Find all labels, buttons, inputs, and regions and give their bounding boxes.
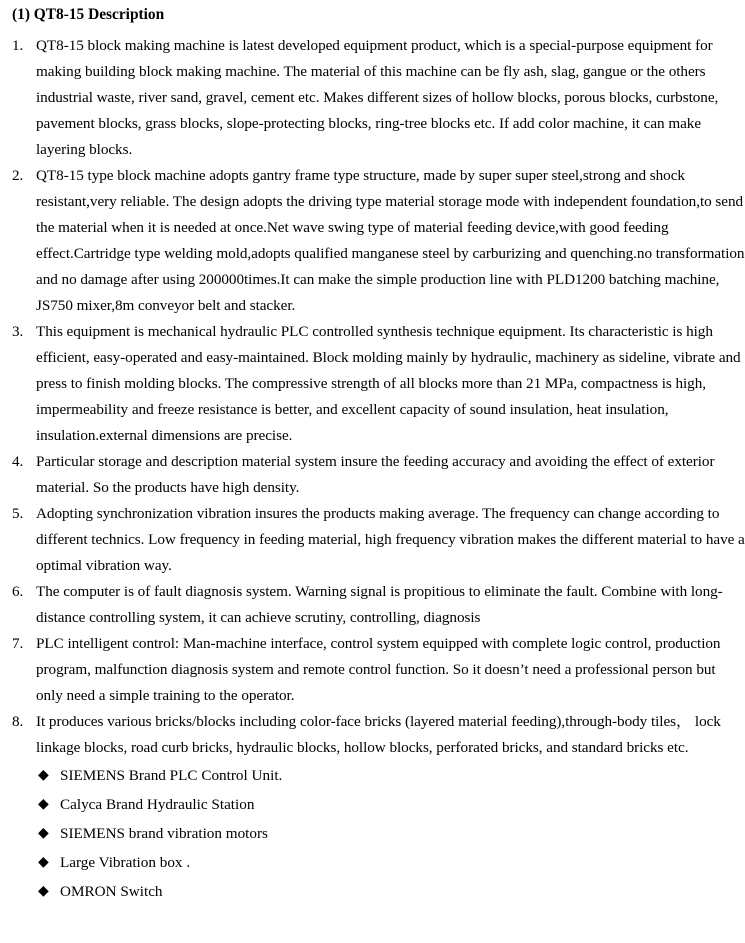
item-number: 1.	[12, 37, 24, 54]
item-number: 5.	[12, 505, 24, 522]
item-number: 8.	[12, 713, 24, 730]
list-item	[12, 33, 745, 163]
item-text: QT8-15 block making machine is latest developed equipment product, which is a special-purpose equipment for making building block making machine. The material of this machine can be fly ash, slag, gangue or the others industrial waste, river sand, gravel, cement etc. Makes different sizes of hollow blocks, porous blocks, curbstone, pavement blocks, grass blocks, slope-protecting blocks, ring-tree blocks etc. If add color machine, it can make layering blocks.	[36, 37, 719, 158]
item-text: Particular storage and description material system insure the feeding accuracy and avoiding the effect of exterior material. So the products have high density.	[36, 453, 715, 496]
bullet-item	[36, 819, 745, 848]
item-number: 7.	[12, 635, 24, 652]
item-number: 2.	[12, 167, 24, 184]
bullet-item	[36, 761, 745, 790]
item-number: 4.	[12, 453, 24, 470]
bullet-item	[36, 877, 745, 906]
list-item	[12, 501, 745, 579]
numbered-list	[12, 33, 745, 761]
bullet-text: Calyca Brand Hydraulic Station	[60, 796, 255, 813]
bullet-text: SIEMENS Brand PLC Control Unit.	[60, 767, 283, 784]
diamond-bullet-icon: ◆	[38, 855, 49, 870]
list-item	[12, 163, 745, 319]
section-title: (1) QT8-15 Description	[12, 6, 165, 23]
bullet-text: OMRON Switch	[60, 883, 163, 900]
item-number: 3.	[12, 323, 24, 340]
diamond-bullet-icon: ◆	[38, 797, 49, 812]
diamond-bullet-icon: ◆	[38, 884, 49, 899]
diamond-bullet-icon: ◆	[38, 768, 49, 783]
item-text: It produces various bricks/blocks including color-face bricks (layered material feeding),through-body tiles， lock linkage blocks, road curb bricks, hydraulic blocks, hollow blocks, perforated bricks, and standard bricks etc.	[36, 713, 721, 756]
list-item	[12, 709, 745, 761]
item-text: The computer is of fault diagnosis system. Warning signal is propitious to eliminate the fault. Combine with long-distance controlling system, it can achieve scrutiny, controlling, diagnosis	[36, 583, 723, 626]
list-item	[12, 319, 745, 449]
item-text: Adopting synchronization vibration insures the products making average. The frequency can change according to different technics. Low frequency in feeding material, high frequency vibration makes the different material to have a optimal vibration way.	[36, 505, 745, 574]
list-item	[12, 579, 745, 631]
bullet-item	[36, 848, 745, 877]
list-item	[12, 631, 745, 709]
bullet-text: SIEMENS brand vibration motors	[60, 825, 268, 842]
item-text: QT8-15 type block machine adopts gantry frame type structure, made by super super steel,strong and shock resistant,very reliable. The design adopts the driving type material storage mode with independent foundation,to send the material when it is needed at once.Net wave swing type of material feeding device,with good feeding effect.Cartridge type welding mold,adopts qualified manganese steel by carburizing and quenching.no transformation and no damage after using 200000times.It can make the simple production line with PLD1200 batching machine, JS750 mixer,8m conveyor belt and stacker.	[36, 167, 745, 314]
bullet-text: Large Vibration box .	[60, 854, 191, 871]
bullet-item	[36, 790, 745, 819]
item-text: PLC intelligent control: Man-machine interface, control system equipped with complete logic control, production program, malfunction diagnosis system and remote control function. So it doesn’t need a professional person but only need a simple training to the operator.	[36, 635, 721, 704]
diamond-bullet-icon: ◆	[38, 826, 49, 841]
list-item	[12, 449, 745, 501]
item-number: 6.	[12, 583, 24, 600]
feature-bullet-list	[12, 761, 745, 906]
item-text: This equipment is mechanical hydraulic PLC controlled synthesis technique equipment. Its characteristic is high efficient, easy-operated and easy-maintained. Block molding mainly by hydraulic, machinery as sideline, vibrate and press to finish molding blocks. The compressive strength of all blocks more than 21 MPa, compactness is high, impermeability and freeze resistance is better, and excellent capacity of sound insulation, heat insulation, insulation.external dimensions are precise.	[36, 323, 741, 444]
